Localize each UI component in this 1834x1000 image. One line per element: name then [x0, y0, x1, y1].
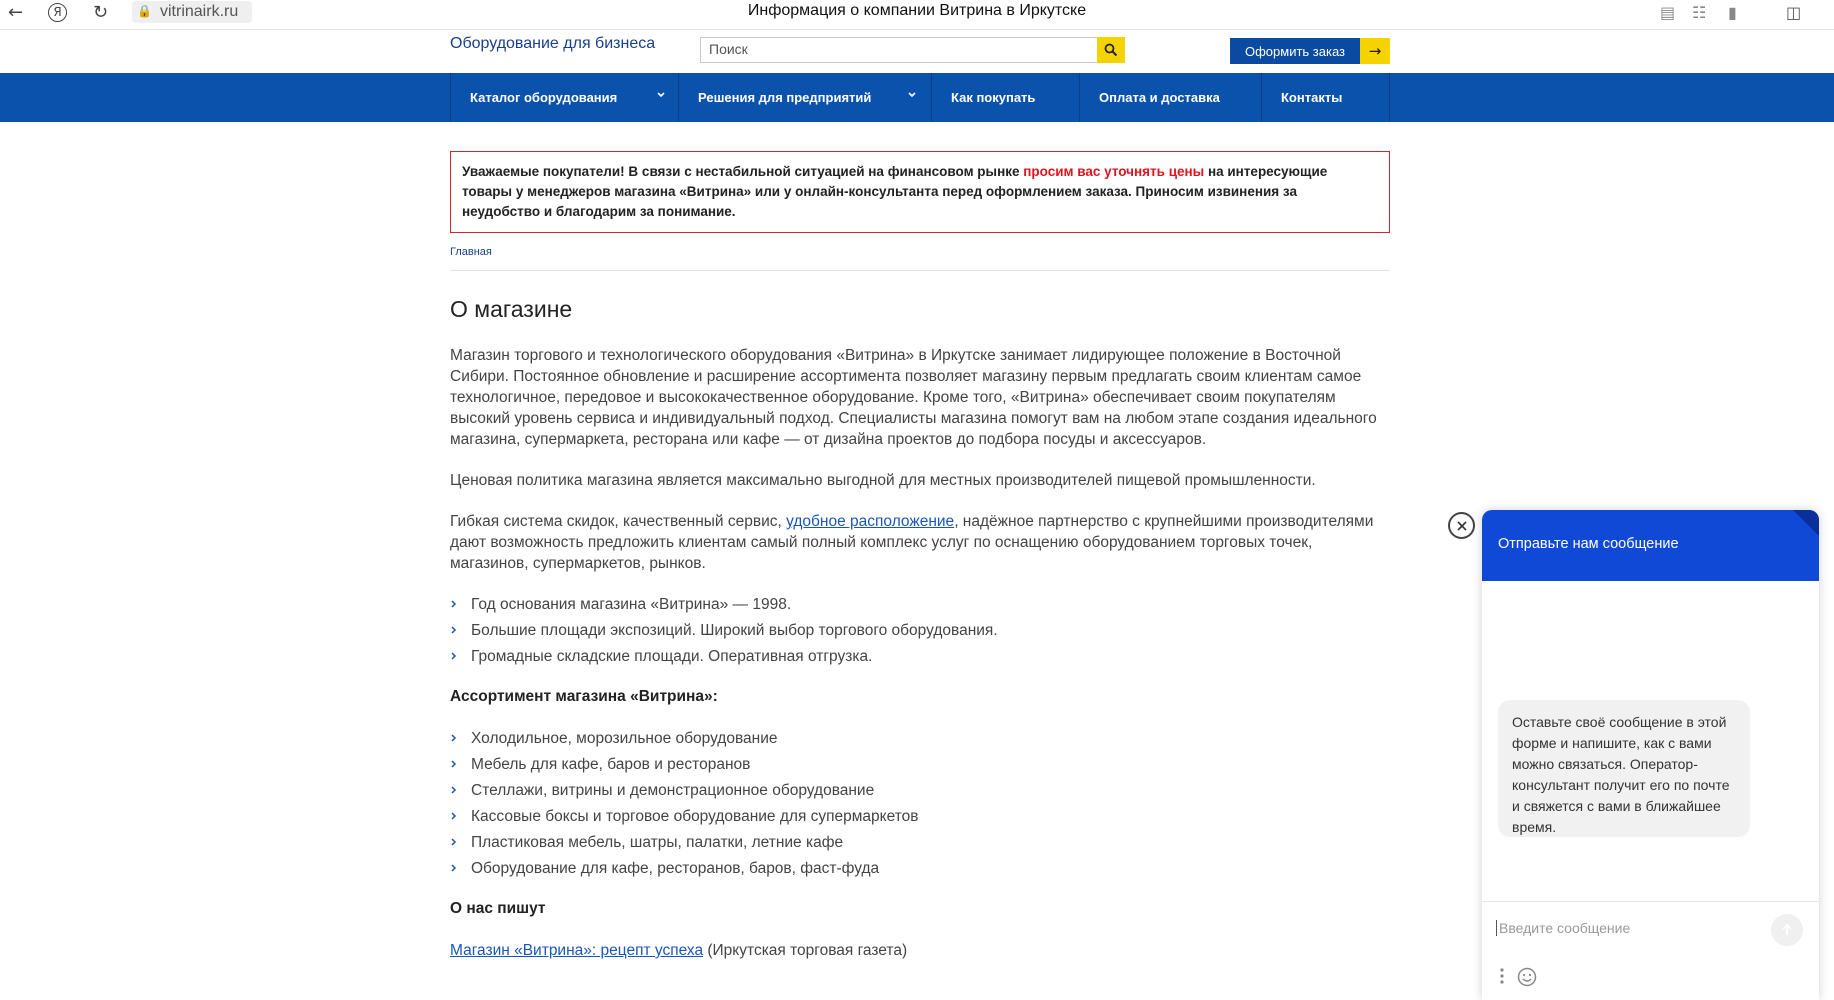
- location-link[interactable]: удобное расположение: [786, 513, 955, 530]
- chevron-right-icon: [450, 651, 458, 661]
- chevron-right-icon: [450, 863, 458, 873]
- list-item-text: Оборудование для кафе, ресторанов, баров, фаст-фуда: [471, 860, 880, 877]
- lock-icon: 🔒: [137, 4, 152, 18]
- chevron-right-icon: [450, 759, 458, 769]
- list-item: [450, 594, 1390, 620]
- checkout-label: Оформить заказ: [1244, 43, 1345, 59]
- close-icon: [1456, 520, 1468, 532]
- press-line: [450, 940, 1390, 961]
- notice-text-end: на интересующие товары у менеджеров магазина «Витрина» или у онлайн-консультанта перед оформлением заказа. Приносим извинения за неудобство и благодарим за понимание.: [462, 164, 1328, 219]
- reload-icon[interactable]: ↻: [93, 2, 109, 23]
- intro-paragraph: Магазин торгового и технологического оборудования «Витрина» в Иркутске занимает лидирующее положение в Восточной Сибири. Постоянное обновление и расширение ассортимента позволяет магазину первым предлагать своим клиентам самое технологичное, передовое и высококачественное оборудование. Кроме того, «Витрина» обеспечивает своим покупателям высокий уровень сервиса и индивидуальный подход. Специалисты магазина помогут вам на любом этапе создания идеального магазина, супермаркета, ресторана или кафе — от дизайна проектов до подбора посуды и аксессуаров.: [450, 347, 1377, 448]
- notice-highlight: просим вас уточнять цены: [1023, 164, 1205, 179]
- reader-mode-icon[interactable]: ▤: [1660, 3, 1676, 22]
- pricing-paragraph: Ценовая политика магазина является максимально выгодной для местных производителей пищевой промышленности.: [450, 472, 1316, 489]
- vertical-dots-icon: [1500, 968, 1504, 984]
- chevron-right-icon: [450, 625, 458, 635]
- list-item: [450, 858, 1390, 884]
- advantages-text-end: , надёжное партнерство с крупнейшими производителями дают возможность предложить клиентам самый полный комплекс услуг по оснащению оборудованием торговых точек, магазинов, супермаркетов, рынков.: [450, 513, 1374, 572]
- nav-item-payment-delivery[interactable]: [1079, 73, 1261, 122]
- translate-icon[interactable]: ☷: [1692, 3, 1707, 22]
- bookmark-icon[interactable]: ▮: [1728, 3, 1737, 22]
- list-item: [450, 728, 1390, 754]
- chevron-right-icon: [450, 599, 458, 609]
- list-item: [450, 620, 1390, 646]
- search-input[interactable]: [709, 41, 1089, 57]
- nav-item-label: Контакты: [1281, 90, 1343, 105]
- arrow-right-icon: →: [1360, 38, 1390, 64]
- search-box: [700, 37, 1125, 63]
- extensions-icon[interactable]: ◫: [1786, 3, 1802, 22]
- send-arrow-icon: [1780, 923, 1794, 937]
- main-nav: [0, 73, 1834, 122]
- chevron-right-icon: [450, 785, 458, 795]
- list-item: [450, 754, 1390, 780]
- chat-header: [1482, 510, 1819, 581]
- page-tab-title: Информация о компании Витрина в Иркутске: [747, 2, 1087, 19]
- search-icon: [1104, 43, 1118, 57]
- nav-item-contacts[interactable]: [1261, 73, 1389, 122]
- browser-toolbar: [0, 0, 1834, 30]
- emoji-button[interactable]: [1517, 967, 1537, 992]
- chevron-right-icon: [450, 811, 458, 821]
- list-item: [450, 780, 1390, 806]
- list-item-text: Холодильное, морозильное оборудование: [471, 730, 778, 747]
- chat-welcome-message: Оставьте своё сообщение в этой форме и напишите, как с вами можно связаться. Оператор-консультант получит его по почте и свяжется с вами в ближайшее время.: [1498, 700, 1750, 837]
- list-item: [450, 806, 1390, 832]
- press-source: (Иркутская торговая газета): [703, 942, 908, 959]
- nav-divider: [1389, 73, 1390, 122]
- chat-widget: [1482, 510, 1819, 1000]
- more-options-button[interactable]: [1500, 968, 1504, 989]
- list-item-text: Год основания магазина «Витрина» — 1998.: [471, 596, 792, 613]
- chat-composer: [1482, 901, 1819, 1000]
- page-title: О магазине: [450, 296, 573, 322]
- assortment-heading: Ассортимент магазина «Витрина»:: [450, 688, 718, 705]
- advantages-text-start: Гибкая система скидок, качественный сервис,: [450, 513, 787, 530]
- checkout-button[interactable]: [1230, 38, 1390, 64]
- breadcrumb-home[interactable]: Главная: [450, 246, 492, 258]
- notice-text-start: Уважаемые покупатели! В связи с нестабильной ситуацией на финансовом рынке: [462, 164, 1024, 179]
- divider: [450, 270, 1390, 271]
- chevron-down-icon: [656, 90, 666, 100]
- nav-item-catalog[interactable]: [450, 73, 678, 122]
- search-button[interactable]: [1097, 37, 1125, 63]
- list-item-text: Кассовые боксы и торговое оборудование для супермаркетов: [471, 808, 919, 825]
- assortment-list: [450, 728, 1390, 884]
- press-heading: О нас пишут: [450, 900, 546, 917]
- list-item-text: Стеллажи, витрины и демонстрационное оборудование: [471, 782, 875, 799]
- list-item: [450, 646, 1390, 672]
- nav-item-label: Как покупать: [951, 90, 1036, 105]
- nav-item-label: Каталог оборудования: [470, 90, 618, 105]
- chevron-right-icon: [450, 733, 458, 743]
- chat-title: Отправьте нам сообщение: [1498, 536, 1679, 552]
- press-article-link[interactable]: Магазин «Витрина»: рецепт успеха: [450, 942, 704, 959]
- back-arrow-icon[interactable]: ←: [8, 2, 24, 23]
- nav-item-label: Оплата и доставка: [1099, 90, 1220, 105]
- nav-item-solutions[interactable]: [678, 73, 929, 122]
- smiley-icon: [1517, 967, 1537, 987]
- advantages-paragraph: [450, 511, 1390, 574]
- list-item-text: Громадные складские площади. Оперативная отгрузка.: [471, 648, 873, 665]
- facts-list: [450, 594, 1390, 672]
- nav-item-label: Решения для предприятий: [698, 90, 872, 105]
- brand-tagline[interactable]: Оборудование для бизнеса: [450, 35, 656, 52]
- list-item-text: Пластиковая мебель, шатры, палатки, летние кафе: [471, 834, 844, 851]
- chat-message-input[interactable]: [1496, 920, 1756, 936]
- chevron-down-icon: [907, 90, 917, 100]
- price-notice: [450, 151, 1390, 233]
- nav-item-how-to-buy[interactable]: [931, 73, 1079, 122]
- list-item-text: Большие площади экспозиций. Широкий выбор торгового оборудования.: [471, 622, 998, 639]
- address-domain[interactable]: vitrinairk.ru: [160, 3, 239, 20]
- chevron-right-icon: [450, 837, 458, 847]
- chat-send-button[interactable]: [1771, 914, 1803, 946]
- chat-corner-decoration: [1793, 510, 1819, 536]
- chat-close-button[interactable]: [1448, 512, 1475, 539]
- list-item: [450, 832, 1390, 858]
- yandex-logo-icon[interactable]: Я: [48, 3, 67, 22]
- list-item-text: Мебель для кафе, баров и ресторанов: [471, 756, 751, 773]
